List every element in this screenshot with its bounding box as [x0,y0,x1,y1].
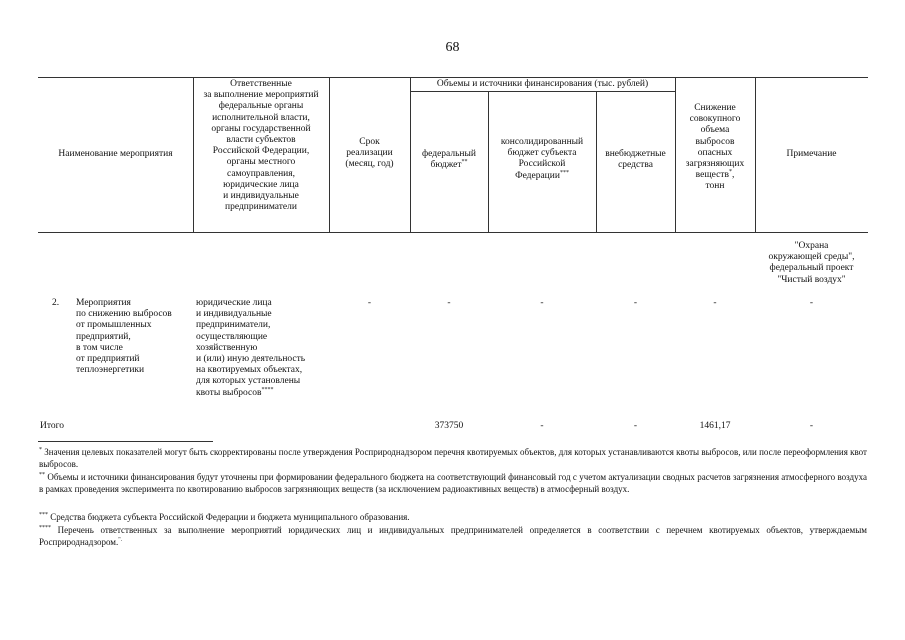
footnote-1: * Значения целевых показателей могут быть скорректированы после утверждения Росприроднадзором перечня квотируемых объектов, для которых устанавливаются квоты выбросов, или после переоформления квот выбросов. [39,447,867,470]
page-number: 68 [445,40,460,55]
row-reduction: - [713,298,717,308]
row-note: - [809,298,814,308]
total-reduction: 1461,17 [699,421,731,431]
footnote-3: *** Средства бюджета субъекта Российской Федерации и бюджета муниципального образования. [39,512,410,522]
row-federal: - [447,298,451,308]
row-responsible: юридические лица и индивидуальные предприниматели, осуществляющие хозяйственную и (или) иную деятельность на квотируемых объектах, для которых установлены квоты выбросов**** [196,298,306,398]
total-federal: 373750 [434,421,464,431]
footnote-4: **** Перечень ответственных за выполнение мероприятий юридических лиц и индивидуальных предпринимателей определяется в соответствии с перечнем квотируемых объектов, утверждаемым Росприроднадзором.". [39,525,867,548]
footnote-2: ** Объемы и источники финансирования будут уточнены при формировании федерального бюджета на соответствующий финансовый год с учетом актуализации сводных расчетов загрязнения атмосферного воздуха в рамках проведения эксперимента по квотированию выбросов загрязняющих веществ (за исключением радиоактивных веществ) в атмосферный воздух. [39,472,867,495]
header-reduction: Снижение совокупного объема выбросов опасных загрязняющих веществ*, тонн [685,103,745,192]
section-note: "Охрана окружающей среды", федеральный проект "Чистый воздух" [768,241,855,285]
header-federal-budget: федеральный бюджет** [422,149,476,171]
footnote-separator [38,441,213,442]
row-extra: - [633,298,638,308]
row-number: 2. [52,298,60,308]
total-consolidated: - [540,421,544,431]
row-consolidated: - [540,298,544,308]
total-note: - [809,421,814,431]
header-funding-group: Объемы и источники финансирования (тыс. рублей) [436,79,649,89]
total-extra: - [633,421,638,431]
row-event-name: Мероприятия по снижению выбросов от промышленных предприятий, в том числе от предприятий теплоэнергетики [76,298,172,376]
header-term: Срок реализации (месяц, год) [345,137,394,170]
row-term: - [367,298,372,308]
header-consolidated-budget: консолидированный бюджет субъекта Российской Федерации*** [500,137,584,181]
header-responsible: Ответственные за выполнение мероприятий федеральные органы исполнительной власти, органы государственной власти субъектов Российской Федерации, органы местного самоуправления, юридические лица и индивидуальные предприниматели [203,79,319,213]
total-label: Итого [40,421,65,431]
header-note: Примечание [786,149,837,159]
header-event-name: Наименование мероприятия [58,149,173,159]
header-extra-budget: внебюджетные средства [605,149,666,171]
